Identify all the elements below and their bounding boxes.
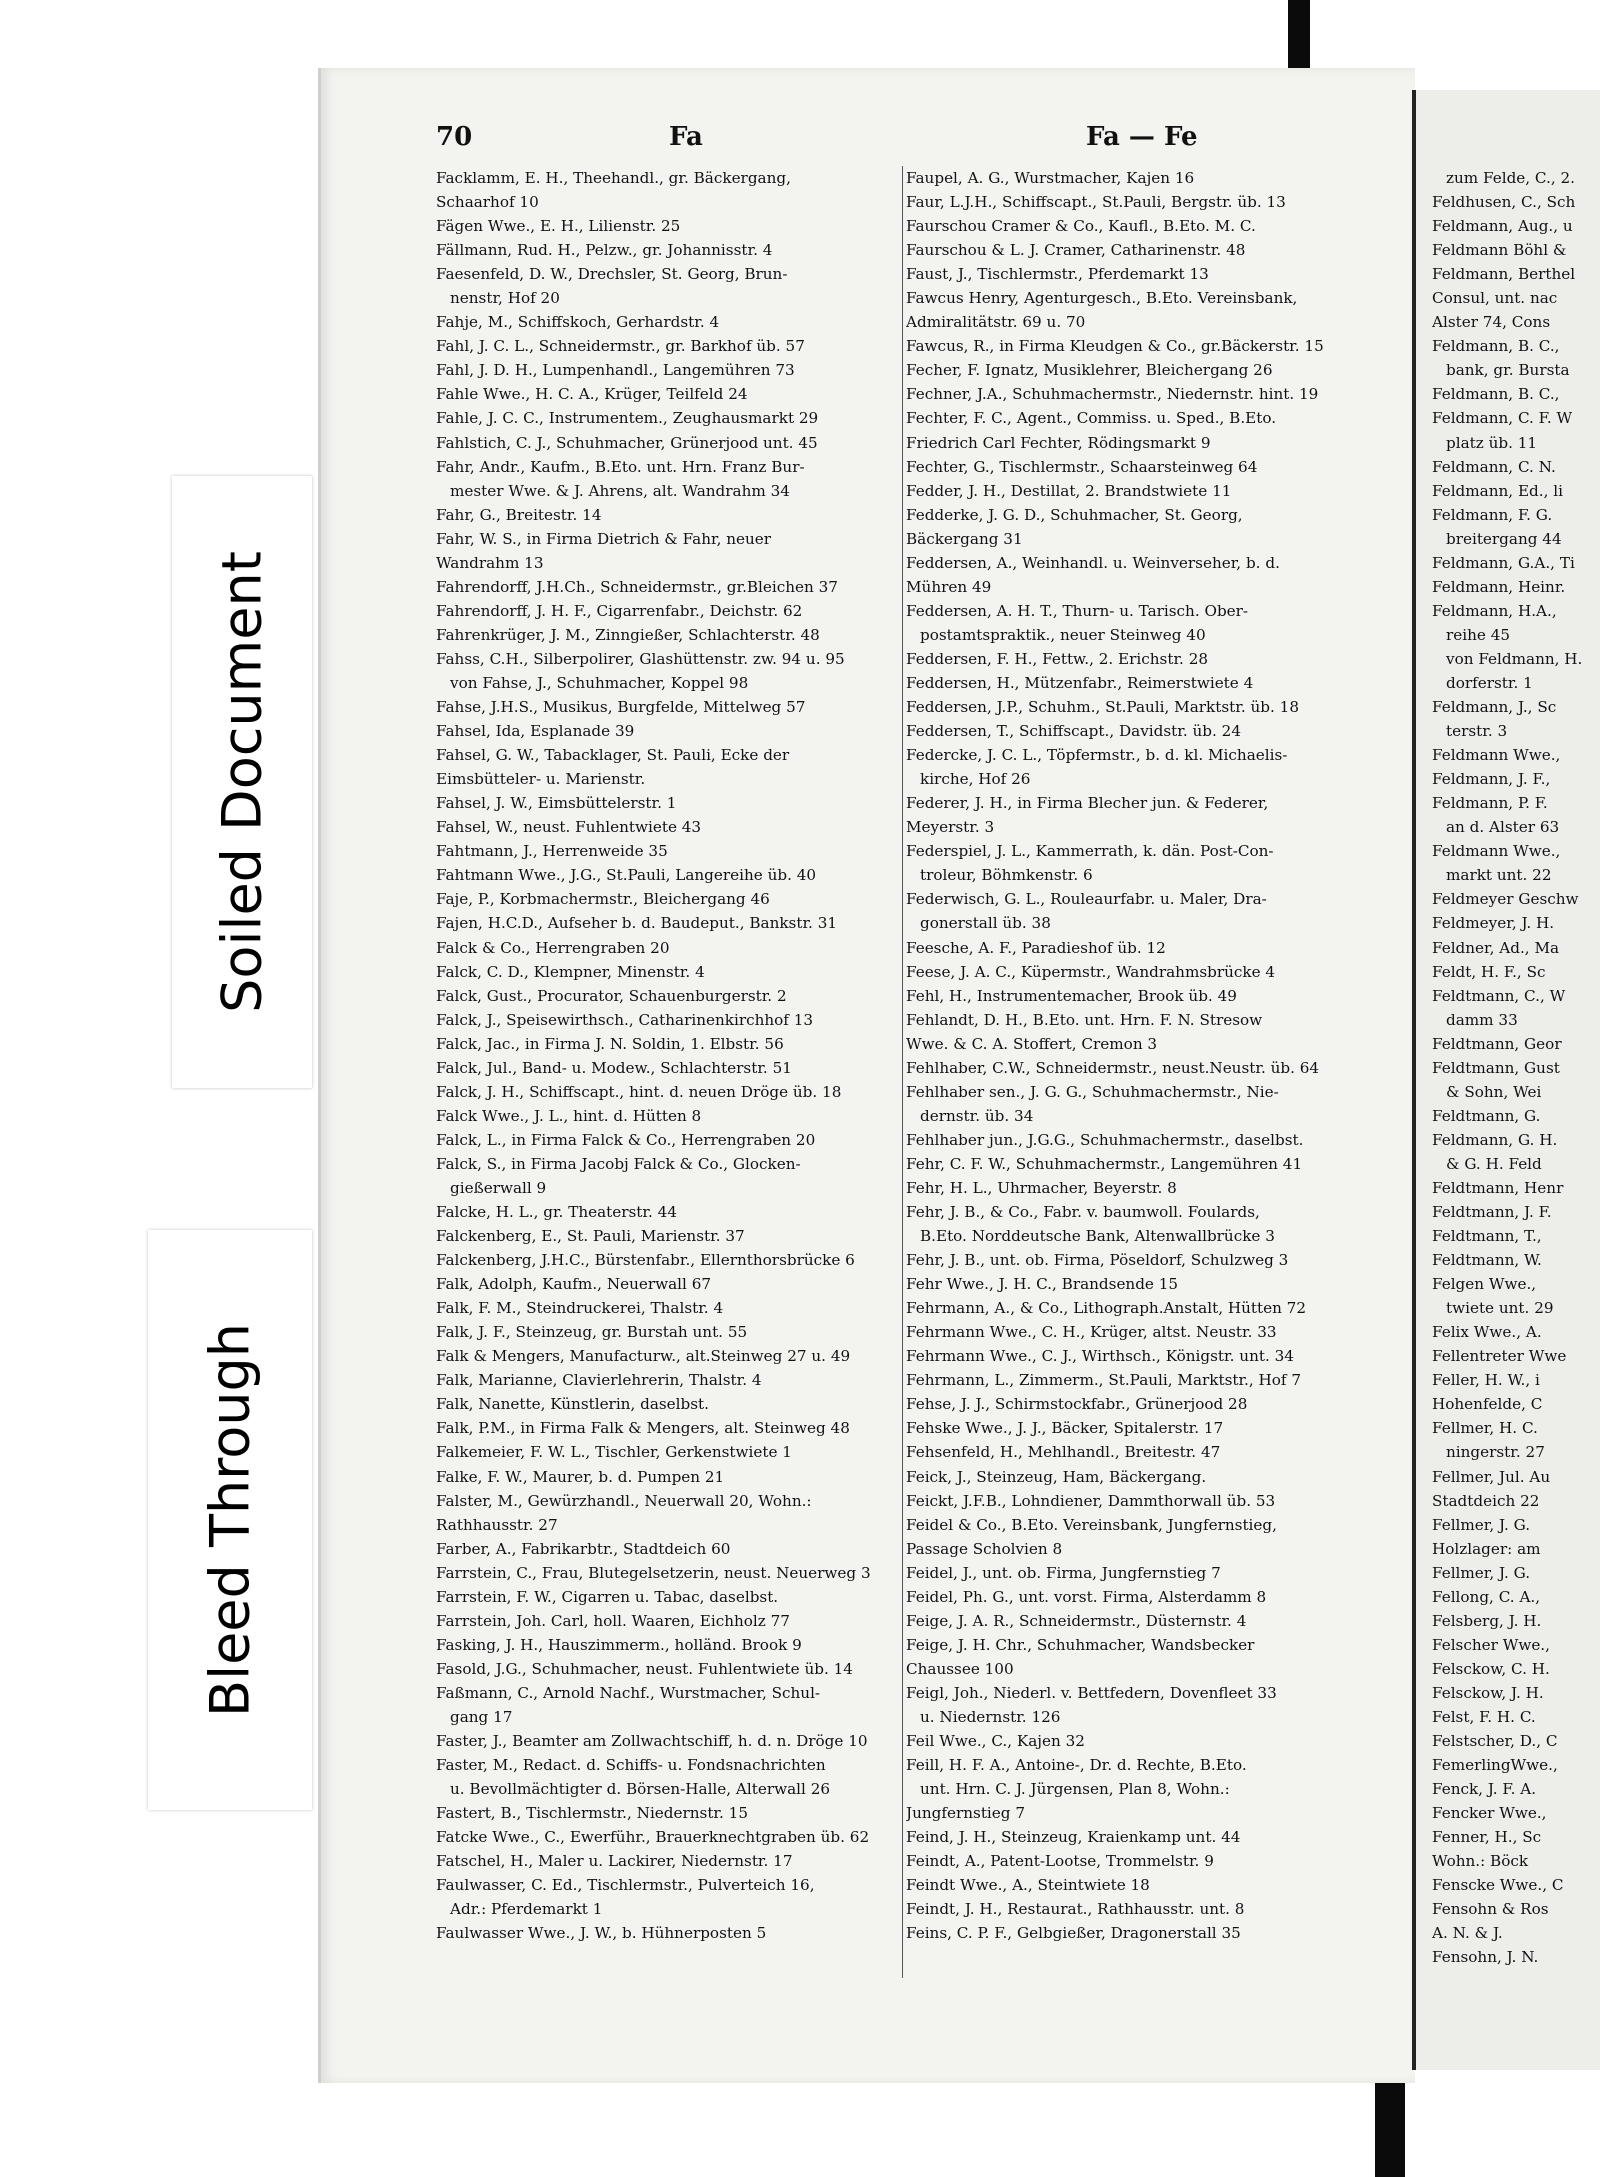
directory-entry: Wohn.: Böck	[1432, 1852, 1529, 1871]
directory-entry: Faupel, A. G., Wurstmacher, Kajen 16	[906, 169, 1195, 187]
directory-entry: B.Eto. Norddeutsche Bank, Altenwallbrücke 3	[920, 1227, 1275, 1246]
directory-entry: Falster, M., Gewürzhandl., Neuerwall 20, Wohn.:	[436, 1491, 812, 1510]
directory-entry: Fajen, H.C.D., Aufseher b. d. Baudeput., Bankstr. 31	[436, 914, 838, 933]
directory-entry: Fahtmann, J., Herrenweide 35	[436, 842, 668, 861]
directory-entry: Feldt, H. F., Sc	[1432, 962, 1546, 981]
directory-entry: Feigl, Joh., Niederl. v. Bettfedern, Dovenfleet 33	[906, 1683, 1277, 1702]
directory-entry: Feidel & Co., B.Eto. Vereinsbank, Jungfernstieg,	[906, 1515, 1277, 1534]
directory-entry: Fenner, H., Sc	[1432, 1828, 1542, 1847]
directory-entry: Faßmann, C., Arnold Nachf., Wurstmacher, Schul-	[436, 1683, 821, 1702]
directory-entry: Fehlandt, D. H., B.Eto. unt. Hrn. F. N. Stresow	[906, 1010, 1263, 1029]
directory-entry: Feindt, A., Patent-Lootse, Trommelstr. 9	[906, 1852, 1214, 1871]
directory-entry: Feill, H. F. A., Antoine-, Dr. d. Rechte, B.Eto.	[906, 1756, 1247, 1775]
directory-entry: ningerstr. 27	[1446, 1443, 1545, 1462]
directory-entry: Fasold, J.G., Schuhmacher, neust. Fuhlentwiete üb. 14	[436, 1659, 853, 1678]
directory-entry: Fahsel, Ida, Esplanade 39	[436, 722, 635, 741]
directory-entry: Feese, J. A. C., Küpermstr., Wandrahmsbrücke 4	[906, 962, 1276, 981]
directory-entry: Fägen Wwe., E. H., Lilienstr. 25	[436, 217, 681, 236]
directory-entry: Federcke, J. C. L., Töpfermstr., b. d. kl. Michaelis-	[906, 746, 1288, 765]
directory-entry: Feldmann Wwe.,	[1432, 746, 1561, 765]
directory-entry: Facklamm, E. H., Theehandl., gr. Bäckergang,	[436, 169, 791, 187]
directory-entry: Feldmann Böhl &	[1432, 241, 1567, 260]
directory-entry: Fatcke Wwe., C., Ewerführ., Brauerknechtgraben üb. 62	[436, 1828, 870, 1847]
directory-entry: Holzlager: am	[1432, 1539, 1541, 1558]
directory-entry: Mühren 49	[906, 577, 992, 596]
directory-entry: Feddersen, F. H., Fettw., 2. Erichstr. 28	[906, 649, 1209, 668]
directory-entry: Fechter, F. C., Agent., Commiss. u. Sped., B.Eto.	[906, 409, 1277, 428]
directory-entry: Feldtmann, T.,	[1432, 1227, 1542, 1246]
directory-entry: Farrstein, Joh. Carl, holl. Waaren, Eichholz 77	[436, 1611, 790, 1630]
directory-entry: Feldtmann, J. F.	[1432, 1203, 1552, 1222]
directory-entry: Falk, Marianne, Clavierlehrerin, Thalstr. 4	[436, 1371, 762, 1390]
directory-entry: Eimsbütteler- u. Marienstr.	[436, 770, 646, 789]
directory-entry: Fawcus, R., in Firma Kleudgen & Co., gr.Bäckerstr. 15	[906, 337, 1324, 356]
directory-entry: Chaussee 100	[906, 1659, 1014, 1678]
directory-entry: Fahsel, W., neust. Fuhlentwiete 43	[436, 818, 702, 837]
directory-entry: von Feldmann, H.	[1446, 649, 1583, 668]
directory-entry: Feddersen, J.P., Schuhm., St.Pauli, Marktstr. üb. 18	[906, 698, 1299, 717]
directory-entry: Falk, Nanette, Künstlerin, daselbst.	[436, 1395, 709, 1414]
directory-entry: breitergang 44	[1446, 529, 1562, 548]
directory-entry: Federspiel, J. L., Kammerrath, k. dän. Post-Con-	[906, 842, 1274, 861]
directory-entry: Rathhausstr. 27	[436, 1515, 558, 1534]
directory-entry: Falck, Jac., in Firma J. N. Soldin, 1. Elbstr. 56	[436, 1034, 784, 1053]
directory-entry: Falck, S., in Firma Jacobj Falck & Co., Glocken-	[436, 1154, 801, 1173]
directory-entry: Federwisch, G. L., Rouleaurfabr. u. Maler, Dra-	[906, 890, 1267, 909]
directory-entry: Fensohn, J. N.	[1432, 1948, 1539, 1967]
directory-entry: Fellmer, J. G.	[1432, 1515, 1531, 1534]
directory-entry: Falke, F. W., Maurer, b. d. Pumpen 21	[436, 1467, 725, 1486]
directory-entry: Faurschou & L. J. Cramer, Catharinenstr. 48	[906, 241, 1246, 260]
directory-entry: platz üb. 11	[1446, 433, 1538, 452]
directory-entry: Alster 74, Cons	[1432, 313, 1551, 332]
directory-entry: Fenscke Wwe., C	[1432, 1876, 1564, 1895]
directory-entry: Fehsenfeld, H., Mehlhandl., Breitestr. 47	[906, 1443, 1221, 1462]
directory-entry: Fedderke, J. G. D., Schuhmacher, St. Georg,	[906, 505, 1243, 524]
directory-entry: Passage Scholvien 8	[906, 1539, 1063, 1558]
directory-entry: Fehr, J. B., unt. ob. Firma, Pöseldorf, Schulzweg 3	[906, 1251, 1289, 1270]
directory-entry: Fensohn & Ros	[1432, 1900, 1549, 1919]
directory-entry: Falck, Gust., Procurator, Schauenburgerstr. 2	[436, 986, 787, 1005]
directory-entry: Feddersen, H., Mützenfabr., Reimerstwiete 4	[906, 673, 1254, 692]
directory-entry: Fehlhaber sen., J. G. G., Schuhmachermstr., Nie-	[906, 1082, 1279, 1101]
directory-entry: u. Niedernstr. 126	[920, 1708, 1061, 1726]
directory-entry: Falk, Adolph, Kaufm., Neuerwall 67	[436, 1275, 712, 1294]
directory-entry: Feldmann, Aug., u	[1432, 217, 1573, 236]
directory-entry: Feins, C. P. F., Gelbgießer, Dragonerstall 35	[906, 1924, 1241, 1943]
directory-entry: Feldmeyer, J. H.	[1432, 914, 1555, 933]
directory-entry: markt unt. 22	[1446, 866, 1552, 885]
directory-entry: Feldtmann, W.	[1432, 1251, 1542, 1270]
directory-entry: Wwe. & C. A. Stoffert, Cremon 3	[906, 1034, 1158, 1053]
directory-entry: Feldtmann, C., W	[1432, 986, 1566, 1005]
directory-entry: Feindt Wwe., A., Steintwiete 18	[906, 1876, 1150, 1895]
directory-entry: damm 33	[1446, 1010, 1518, 1029]
directory-entry: Feldtmann, Henr	[1432, 1178, 1564, 1197]
directory-entry: Faster, J., Beamter am Zollwachtschiff, h. d. n. Dröge 10	[436, 1732, 868, 1751]
directory-entry: & Sohn, Wei	[1446, 1082, 1542, 1101]
directory-entry: Feige, J. A. R., Schneidermstr., Düsternstr. 4	[906, 1611, 1247, 1630]
directory-entry: Feldmann, G. H.	[1432, 1130, 1558, 1149]
directory-entry: Fahrendorff, J. H. F., Cigarrenfabr., Deichstr. 62	[436, 601, 803, 620]
bleed-through-label-text: Bleed Through	[198, 1323, 262, 1717]
directory-entry: Felix Wwe., A.	[1432, 1323, 1542, 1342]
directory-entry: Faulwasser, C. Ed., Tischlermstr., Pulverteich 16,	[436, 1876, 815, 1895]
directory-entry: Federer, J. H., in Firma Blecher jun. & Federer,	[906, 794, 1269, 813]
directory-entry: Falck, Jul., Band- u. Modew., Schlachterstr. 51	[436, 1058, 792, 1077]
directory-entry: dorferstr. 1	[1446, 673, 1533, 692]
directory-entry: Fahss, C.H., Silberpolirer, Glashüttenstr. zw. 94 u. 95	[436, 649, 845, 668]
directory-entry: Felsberg, J. H.	[1432, 1611, 1542, 1630]
directory-entry: Fehlhaber jun., J.G.G., Schuhmachermstr., daselbst.	[906, 1130, 1304, 1149]
directory-entry: Faust, J., Tischlermstr., Pferdemarkt 13	[906, 265, 1209, 284]
page-header	[436, 122, 1396, 156]
directory-entry: u. Bevollmächtigter d. Börsen-Halle, Alterwall 26	[450, 1780, 831, 1799]
directory-entry: Fahsel, G. W., Tabacklager, St. Pauli, Ecke der	[436, 746, 790, 765]
directory-entry: Falcke, H. L., gr. Theaterstr. 44	[436, 1203, 677, 1222]
directory-entry: Falk, J. F., Steinzeug, gr. Burstah unt. 55	[436, 1323, 748, 1342]
directory-entry: Hohenfelde, C	[1432, 1395, 1543, 1414]
directory-entry: Falck, J., Speisewirthsch., Catharinenkirchhof 13	[436, 1010, 814, 1029]
directory-entry: Farber, A., Fabrikarbtr., Stadtdeich 60	[436, 1539, 731, 1558]
directory-entry: von Fahse, J., Schuhmacher, Koppel 98	[450, 673, 749, 692]
directory-entry: Feldmann, B. C.,	[1432, 385, 1560, 404]
directory-entry: Feddersen, A. H. T., Thurn- u. Tarisch. Ober-	[906, 601, 1249, 620]
directory-entry: Fahr, G., Breitestr. 14	[436, 505, 602, 524]
directory-entry: Feldmann, J. F.,	[1432, 770, 1551, 789]
directory-entry: Feldhusen, C., Sch	[1432, 193, 1576, 212]
directory-entry: Faesenfeld, D. W., Drechsler, St. Georg, Brun-	[436, 265, 788, 284]
directory-entry: Fehr, C. F. W., Schuhmachermstr., Langemühren 41	[906, 1154, 1303, 1173]
directory-entry: gang 17	[450, 1708, 513, 1726]
directory-entry: Falkemeier, F. W. L., Tischler, Gerkenstwiete 1	[436, 1443, 792, 1462]
directory-entry: Feldner, Ad., Ma	[1432, 938, 1560, 957]
directory-entry: nenstr, Hof 20	[450, 289, 560, 308]
directory-entry: Feldmann, G.A., Ti	[1432, 553, 1575, 572]
directory-entry: twiete unt. 29	[1446, 1299, 1554, 1318]
directory-entry: Feil Wwe., C., Kajen 32	[906, 1732, 1085, 1751]
directory-entry: Consul, unt. nac	[1432, 289, 1558, 308]
directory-entry: an d. Alster 63	[1446, 818, 1560, 837]
directory-entry: Feller, H. W., i	[1432, 1371, 1540, 1390]
directory-entry: Feddersen, A., Weinhandl. u. Weinverseher, b. d.	[906, 553, 1280, 572]
directory-entry: & G. H. Feld	[1446, 1154, 1542, 1173]
directory-entry: Feldmann, H.A.,	[1432, 601, 1557, 620]
directory-entry: Fahr, W. S., in Firma Dietrich & Fahr, neuer	[436, 529, 772, 548]
directory-entry: Falk, F. M., Steindruckerei, Thalstr. 4	[436, 1299, 724, 1318]
directory-entry: Feldmann, F. G.	[1432, 505, 1553, 524]
directory-entry: Feldmann, Heinr.	[1432, 577, 1566, 596]
directory-entry: Feidel, J., unt. ob. Firma, Jungfernstieg 7	[906, 1563, 1221, 1582]
directory-entry: Fahje, M., Schiffskoch, Gerhardstr. 4	[436, 313, 720, 332]
directory-entry: Fehse, J. J., Schirmstockfabr., Grünerjood 28	[906, 1395, 1248, 1414]
directory-entry: Fehr, J. B., & Co., Fabr. v. baumwoll. Foulards,	[906, 1203, 1260, 1222]
directory-entry: Felsckow, C. H.	[1432, 1659, 1550, 1678]
directory-entry: Fatschel, H., Maler u. Lackirer, Niedernstr. 17	[436, 1852, 793, 1871]
directory-entry: Faulwasser Wwe., J. W., b. Hühnerposten 5	[436, 1924, 767, 1943]
directory-entry: Fahrenkrüger, J. M., Zinngießer, Schlachterstr. 48	[436, 625, 820, 644]
directory-entry: Feickt, J.F.B., Lohndiener, Dammthorwall üb. 53	[906, 1491, 1276, 1510]
directory-entry: Falckenberg, E., St. Pauli, Marienstr. 37	[436, 1227, 745, 1246]
soiled-document-label	[172, 476, 312, 1088]
directory-entry: Fehrmann Wwe., C. H., Krüger, altst. Neustr. 33	[906, 1323, 1277, 1342]
directory-entry: Feldtmann, Gust	[1432, 1058, 1560, 1077]
directory-entry: Fencker Wwe.,	[1432, 1804, 1547, 1823]
directory-entry: Feindt, J. H., Restaurat., Rathhausstr. unt. 8	[906, 1900, 1245, 1919]
directory-entry: Schaarhof 10	[436, 193, 539, 212]
directory-entry: Fahsel, J. W., Eimsbüttelerstr. 1	[436, 794, 677, 813]
directory-entry: Wandrahm 13	[436, 553, 544, 572]
directory-entry: Fechner, J.A., Schuhmachermstr., Niedernstr. hint. 19	[906, 385, 1319, 404]
directory-entry: Fahle Wwe., H. C. A., Krüger, Teilfeld 24	[436, 385, 748, 404]
directory-entry: Fahtmann Wwe., J.G., St.Pauli, Langereihe üb. 40	[436, 866, 817, 885]
directory-entry: Feldtmann, G.	[1432, 1106, 1541, 1125]
directory-entry: Faster, M., Redact. d. Schiffs- u. Fondsnachrichten	[436, 1756, 826, 1775]
directory-entry: Feesche, A. F., Paradieshof üb. 12	[906, 938, 1166, 957]
directory-entry: FemerlingWwe.,	[1432, 1756, 1558, 1775]
directory-entry: Feige, J. H. Chr., Schuhmacher, Wandsbecker	[906, 1635, 1255, 1654]
soiled-document-label-text: Soiled Document	[210, 551, 274, 1013]
directory-entry: Feldmann, J., Sc	[1432, 698, 1557, 717]
directory-entry: troleur, Böhmkenstr. 6	[920, 866, 1093, 885]
directory-entry: Feldmann Wwe.,	[1432, 842, 1561, 861]
directory-entry: Fellmer, H. C.	[1432, 1419, 1538, 1438]
directory-entry: Feddersen, T., Schiffscapt., Davidstr. üb. 24	[906, 722, 1242, 741]
directory-entry: Fellmer, Jul. Au	[1432, 1467, 1551, 1486]
directory-entry: Adr.: Pferdemarkt 1	[450, 1900, 603, 1919]
directory-entry: Feldtmann, Geor	[1432, 1034, 1562, 1053]
directory-entry: Felstscher, D., C	[1432, 1732, 1558, 1751]
directory-entry: Fahse, J.H.S., Musikus, Burgfelde, Mittelweg 57	[436, 698, 806, 717]
directory-entry: terstr. 3	[1446, 722, 1508, 741]
directory-entry: Falck & Co., Herrengraben 20	[436, 938, 670, 957]
directory-entry: Bäckergang 31	[906, 529, 1023, 548]
directory-entry: bank, gr. Bursta	[1446, 361, 1570, 380]
directory-entry: mester Wwe. & J. Ahrens, alt. Wandrahm 34	[450, 481, 790, 500]
directory-entry: Felst, F. H. C.	[1432, 1708, 1536, 1726]
directory-entry: Fellmer, J. G.	[1432, 1563, 1531, 1582]
directory-entry: Fecher, F. Ignatz, Musiklehrer, Bleichergang 26	[906, 361, 1273, 380]
directory-entry: Friedrich Carl Fechter, Rödingsmarkt 9	[906, 433, 1211, 452]
directory-entry: Feldmann, B. C.,	[1432, 337, 1560, 356]
directory-entry: Fehrmann, A., & Co., Lithograph.Anstalt, Hütten 72	[906, 1299, 1306, 1318]
directory-entry: Jungfernstieg 7	[906, 1804, 1025, 1823]
directory-entry: Farrstein, F. W., Cigarren u. Tabac, daselbst.	[436, 1587, 779, 1606]
directory-entry: Feldmann, P. F.	[1432, 794, 1548, 813]
directory-entry: Fechter, G., Tischlermstr., Schaarsteinweg 64	[906, 457, 1258, 476]
left-column-heading: Fa	[669, 122, 703, 152]
directory-entry: gießerwall 9	[450, 1178, 547, 1197]
directory-entry: A. N. & J.	[1432, 1924, 1503, 1943]
directory-entry: Fahr, Andr., Kaufm., B.Eto. unt. Hrn. Franz Bur-	[436, 457, 805, 476]
directory-entry: Fehr, H. L., Uhrmacher, Beyerstr. 8	[906, 1178, 1177, 1197]
directory-entry: Falckenberg, J.H.C., Bürstenfabr., Ellernthorsbrücke 6	[436, 1251, 855, 1270]
page-number: 70	[436, 122, 473, 152]
directory-entry: zum Felde, C., 2.	[1446, 169, 1575, 187]
directory-entry: Fahlstich, C. J., Schuhmacher, Grünerjood unt. 45	[436, 433, 818, 452]
directory-entry: Feind, J. H., Steinzeug, Kraienkamp unt. 44	[906, 1828, 1241, 1847]
directory-entry: Fellong, C. A.,	[1432, 1587, 1541, 1606]
directory-entry: Fahl, J. D. H., Lumpenhandl., Langemühren 73	[436, 361, 795, 380]
directory-entry: reihe 45	[1446, 625, 1511, 644]
directory-entry: Fellentreter Wwe	[1432, 1347, 1567, 1366]
directory-entry: gonerstall üb. 38	[920, 914, 1051, 933]
directory-entry: Admiralitätstr. 69 u. 70	[906, 313, 1086, 332]
directory-entry: kirche, Hof 26	[920, 770, 1031, 789]
directory-entry: unt. Hrn. C. J. Jürgensen, Plan 8, Wohn.:	[920, 1780, 1230, 1799]
directory-entry: Falk & Mengers, Manufacturw., alt.Steinweg 27 u. 49	[436, 1347, 851, 1366]
directory-entry: Fastert, B., Tischlermstr., Niedernstr. 15	[436, 1804, 749, 1823]
directory-entry: Faur, L.J.H., Schiffscapt., St.Pauli, Bergstr. üb. 13	[906, 193, 1286, 212]
directory-entry: Fehl, H., Instrumentemacher, Brook üb. 49	[906, 986, 1237, 1005]
bleed-through-label	[148, 1230, 312, 1810]
directory-entry: Fahrendorff, J.H.Ch., Schneidermstr., gr.Bleichen 37	[436, 577, 838, 596]
directory-entry: Felsckow, J. H.	[1432, 1683, 1544, 1702]
column-divider	[902, 166, 903, 1978]
directory-entry: Farrstein, C., Frau, Blutegelsetzerin, neust. Neuerweg 3	[436, 1563, 871, 1582]
directory-entry: Feldmann, Berthel	[1432, 265, 1576, 284]
right-column-heading: Fa — Fe	[1086, 122, 1198, 152]
directory-entry: Falk, P.M., in Firma Falk & Mengers, alt. Steinweg 48	[436, 1419, 850, 1438]
directory-entry: Feick, J., Steinzeug, Ham, Bäckergang.	[906, 1467, 1207, 1486]
directory-entry: Feidel, Ph. G., unt. vorst. Firma, Alsterdamm 8	[906, 1587, 1267, 1606]
directory-entry: Falck, J. H., Schiffscapt., hint. d. neuen Dröge üb. 18	[436, 1082, 842, 1101]
directory-entry: Fehlhaber, C.W., Schneidermstr., neust.Neustr. üb. 64	[906, 1058, 1320, 1077]
directory-entry: Stadtdeich 22	[1432, 1491, 1540, 1510]
directory-entry: Faje, P., Korbmachermstr., Bleichergang 46	[436, 890, 770, 909]
directory-entry: Faurschou Cramer & Co., Kaufl., B.Eto. M. C.	[906, 217, 1256, 236]
directory-entry: Fahle, J. C. C., Instrumentem., Zeughausmarkt 29	[436, 409, 819, 428]
directory-entry: Falck, C. D., Klempner, Minenstr. 4	[436, 962, 705, 981]
directory-entry: Fedder, J. H., Destillat, 2. Brandstwiete 11	[906, 481, 1232, 500]
directory-entry: Feldmeyer Geschw	[1432, 890, 1579, 909]
directory-entry: Fenck, J. F. A.	[1432, 1780, 1537, 1799]
directory-entry: postamtspraktik., neuer Steinweg 40	[920, 625, 1206, 644]
directory-entry: Fehske Wwe., J. J., Bäcker, Spitalerstr. 17	[906, 1419, 1224, 1438]
directory-entry: Fawcus Henry, Agenturgesch., B.Eto. Vereinsbank,	[906, 289, 1298, 308]
directory-entry: Feldmann, C. F. W	[1432, 409, 1573, 428]
directory-entry: Fehr Wwe., J. H. C., Brandsende 15	[906, 1275, 1179, 1294]
directory-entry: Falck Wwe., J. L., hint. d. Hütten 8	[436, 1106, 702, 1125]
directory-entry: Felscher Wwe.,	[1432, 1635, 1550, 1654]
directory-entry: Falck, L., in Firma Falck & Co., Herrengraben 20	[436, 1130, 816, 1149]
middle-directory-column	[906, 166, 1376, 1945]
directory-entry: Fasking, J. H., Hauszimmerm., holländ. Brook 9	[436, 1635, 802, 1654]
directory-entry: Meyerstr. 3	[906, 818, 995, 837]
directory-entry: Feldmann, C. N.	[1432, 457, 1556, 476]
directory-entry: Fehrmann, L., Zimmerm., St.Pauli, Marktstr., Hof 7	[906, 1371, 1302, 1390]
directory-entry: Fällmann, Rud. H., Pelzw., gr. Johannisstr. 4	[436, 241, 773, 260]
directory-entry: Fehrmann Wwe., C. J., Wirthsch., Königstr. unt. 34	[906, 1347, 1294, 1366]
facing-page-column	[1432, 166, 1600, 1970]
directory-entry: Feldmann, Ed., li	[1432, 481, 1563, 500]
left-directory-column	[436, 166, 898, 1945]
directory-entry: Fahl, J. C. L., Schneidermstr., gr. Barkhof üb. 57	[436, 337, 805, 356]
directory-entry: Felgen Wwe.,	[1432, 1275, 1537, 1294]
directory-entry: dernstr. üb. 34	[920, 1106, 1034, 1125]
